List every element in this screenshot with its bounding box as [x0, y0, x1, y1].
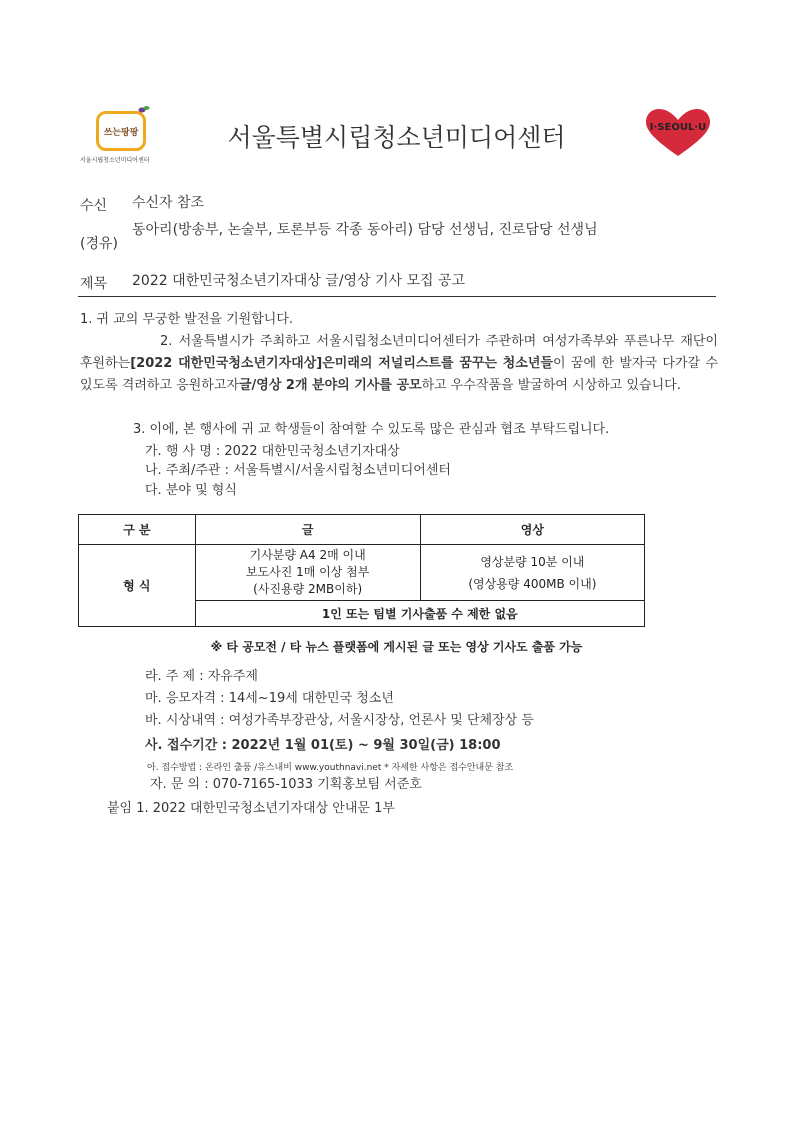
- page-title: 서울특별시립청소년미디어센터: [227, 123, 566, 152]
- item-contact: 자. 문 의 : 070-7165-1033 기획홍보팀 서준호: [150, 777, 422, 792]
- text-length: 기사분량 A4 2매 이내: [249, 548, 366, 562]
- paragraph-1: 1. 귀 교의 무궁한 발전을 기원합니다.: [80, 312, 294, 327]
- item-event-name: 가. 행 사 명 : 2022 대한민국청소년기자대상: [145, 444, 400, 459]
- header-divider: [78, 296, 716, 297]
- video-size: (영상용량 400MB 이내): [468, 576, 597, 591]
- seoul-brand-text: I·SEOUL·U: [649, 122, 707, 133]
- video-length: 영상분량 10분 이내: [480, 554, 585, 569]
- via-label: (경유): [80, 236, 118, 252]
- subject-label: 제목: [80, 276, 108, 292]
- logo-caption: 서울시립청소년미디어센터: [80, 157, 150, 164]
- via-value: 동아리(방송부, 논술부, 토론부등 각종 동아리) 담당 선생님, 진로담당 선생님: [132, 222, 598, 238]
- item-host: 나. 주최/주관 : 서울특별시/서울시립청소년미디어센터: [145, 463, 451, 478]
- paragraph-3: 3. 이에, 본 행사에 귀 교 학생들이 참여할 수 있도록 많은 관심과 협조 부탁드립니다.: [133, 422, 610, 437]
- header-text: 글: [195, 515, 420, 545]
- paragraph-2-part-a: 2. 서울특별시가 주최하고 서울시립청소년미디어센터가 주관하며 여성가족부와 푸른나무 재단이 후원하는: [80, 334, 718, 371]
- paragraph-2: [80, 331, 718, 397]
- submission-limit: 1인 또는 팀별 기사출품 수 제한 없음: [195, 601, 644, 627]
- paragraph-2-part-e: 하고 우수작품을 발굴하여 시상하고 있습니다.: [421, 378, 681, 393]
- item-period: 사. 접수기간 : 2022년 1월 01(토) ~ 9월 30일(금) 18:00: [145, 738, 501, 753]
- recipient-value: 수신자 참조: [132, 195, 205, 211]
- paragraph-2-award-name: [2022 대한민국청소년기자대상]은미래의 저널리스트를 꿈꾸는 청소년들: [130, 356, 553, 371]
- row-label-format: 형 식: [79, 545, 196, 627]
- recipient-label: 수신: [80, 198, 108, 214]
- item-method: 아. 접수방법 : 온라인 출품 /유스내비 www.youthnavi.net * 자세한 사항은 접수안내문 참조: [147, 763, 514, 773]
- item-topic: 라. 주 제 : 자유주제: [145, 669, 258, 684]
- text-photo: 보도사진 1매 이상 첨부: [245, 565, 370, 579]
- logo-text: 쓰는팡팡: [103, 127, 139, 138]
- text-format-cell: [195, 545, 420, 601]
- attachment: 붙임 1. 2022 대한민국청소년기자대상 안내문 1부: [107, 801, 395, 816]
- item-eligibility: 마. 응모자격 : 14세~19세 대한민국 청소년: [145, 691, 394, 706]
- header-division: 구 분: [79, 515, 196, 545]
- item-awards: 바. 시상내역 : 여성가족부장관상, 서울시장상, 언론사 및 단체장상 등: [145, 713, 534, 728]
- paragraph-2-part-c: 이 꿈에 한 발자국 다가갈 수 있도록 격려하고 응원하고자: [80, 356, 718, 393]
- video-format-cell: [420, 545, 644, 601]
- header-video: 영상: [420, 515, 644, 545]
- format-table: [78, 514, 645, 627]
- paragraph-2-categories: 글/영상 2개 분야의 기사를 공모: [238, 378, 422, 393]
- notice: ※ 타 공모전 / 타 뉴스 플랫폼에 게시된 글 또는 영상 기사도 출품 가능: [210, 640, 583, 654]
- text-photo-size: (사진용량 2MB이하): [253, 582, 363, 596]
- item-format: 다. 분야 및 형식: [145, 483, 237, 498]
- seoul-brand-logo: [638, 106, 718, 158]
- leaf-icon: [138, 104, 150, 114]
- subject-value: 2022 대한민국청소년기자대상 글/영상 기사 모집 공고: [132, 273, 466, 289]
